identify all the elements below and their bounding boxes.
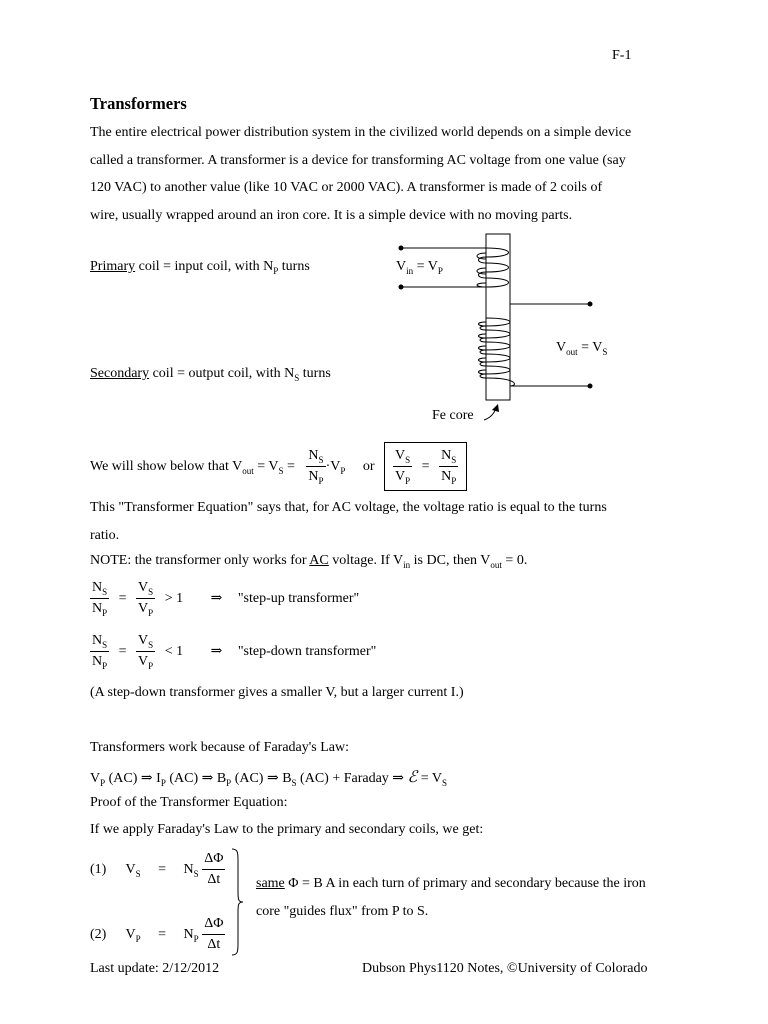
faraday-secondary-equation: (1) $V_S = N_S$ $\frac{\Delta\Phi}{\Delta t}$ [90,849,225,890]
step-down-line: $\frac{N_S}{N_P}$ = $\frac{V_S}{V_P}$ < 1 ⇒ "step-down transformer" [92,633,377,671]
primary-sub: P [273,265,279,276]
iron-core [486,234,510,400]
faraday-intro: Transformers work because of Faraday's Law: [90,740,349,755]
primary-text: coil = input coil, with N [135,259,274,274]
vin-label: $V_{in} = V_P$ [396,259,443,276]
transformer-diagram [380,228,610,428]
secondary-coil [479,304,515,386]
boxed-ratio-equation: $\frac{V_S}{V_P}$ = $\frac{N_S}{N_P}$ [384,442,467,491]
ns-over-np: $\frac{N_S}{N_P}$ [308,448,324,486]
faraday-chain: $V_P$ (AC) ⇒ $I_P$ (AC) ⇒ $B_P$ (AC) ⇒ $B_S$ (AC) + Faraday ⇒ ℰ = $V_S$ [90,769,448,788]
curly-brace [226,847,246,957]
secondary-sub: S [294,372,300,383]
fe-core-label: Fe core [432,408,474,423]
proof-title: Proof of the Transformer Equation: [90,795,288,810]
same-flux-note [256,870,646,925]
intro-line: called a transformer. A transformer is a device for transforming AC voltage from one value (say [90,152,626,168]
proof-intro: If we apply Faraday's Law to the primary and secondary coils, we get: [90,822,484,837]
primary-coil-definition [90,259,310,275]
secondary-tail: turns [299,366,331,381]
arrow-head [492,404,499,412]
explanation-line: This "Transformer Equation" says that, for AC voltage, the voltage ratio is equal to the turns [90,500,607,515]
explanation-line: ratio. [90,527,120,543]
page-number: F-1 [612,48,632,63]
section-title: Transformers [90,94,187,113]
same-flux-line: same Φ = B A in each turn of primary and secondary because the iron [256,876,646,891]
intro-line: 120 VAC) to another value (like 10 VAC or 2000 VAC). A transformer is made of 2 coils of [90,180,603,195]
faraday-primary-equation: (2) $V_P = N_P$ $\frac{\Delta\Phi}{\Delta t}$ [90,914,225,955]
terminal-dot [399,246,404,251]
secondary-coil-definition [90,366,331,382]
intro-line: The entire electrical power distribution system in the civilized world depends on a simple device [90,125,632,140]
footer-credit: Dubson Phys1120 Notes, ©University of Colorado [362,961,648,976]
primary-coil [477,248,509,287]
secondary-word: Secondary [90,366,150,381]
terminal-dot [588,384,593,389]
step-down-note: (A step-down transformer gives a smaller V, but a larger current I.) [90,685,464,700]
secondary-text: coil = output coil, with N [149,366,295,381]
terminal-dot [588,302,593,307]
step-up-line: $\frac{N_S}{N_P}$ = $\frac{V_S}{V_P}$ > 1 ⇒ "step-up transformer" [92,580,360,618]
same-flux-line: core "guides flux" from P to S. [256,903,429,919]
primary-word: Primary [90,259,136,274]
primary-tail: turns [278,259,310,274]
intro-paragraph [90,119,631,229]
terminal-dot [399,285,404,290]
transformer-equation-explanation [90,494,607,549]
intro-line: wire, usually wrapped around an iron core. It is a simple device with no moving parts. [90,207,573,223]
ac-note: NOTE: the transformer only works for AC voltage. If $V_{in}$ is DC, then $V_{out} = 0$. [90,553,528,570]
footer-last-update: Last update: 2/12/2012 [90,961,220,976]
transformer-equation-line: We will show below that $V_{out} = V_S$ = $\frac{N_S}{N_P}$ $\cdot V_P$ or $\frac{V_S}{V_P}$ = $\frac{N_S}{N_P}$ [90,442,467,491]
vout-label: $V_{out} = V_S$ [556,340,608,357]
